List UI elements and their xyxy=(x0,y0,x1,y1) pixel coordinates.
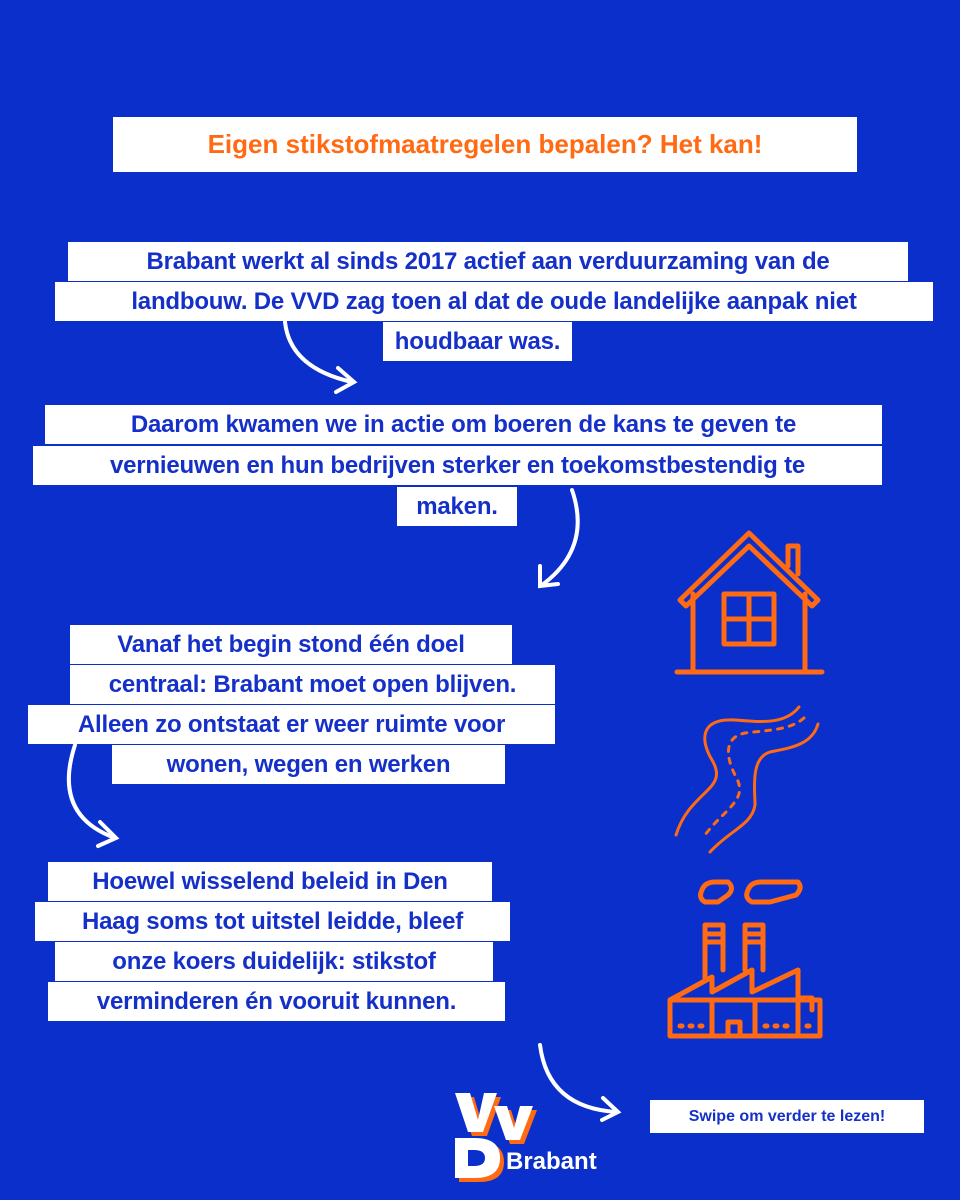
text-line: houdbaar was. xyxy=(383,322,572,361)
arrow-icon xyxy=(285,322,354,392)
arrow-icon xyxy=(540,1045,618,1120)
text-line: verminderen én vooruit kunnen. xyxy=(48,982,505,1021)
page-title: Eigen stikstofmaatregelen bepalen? Het kan! xyxy=(113,117,857,172)
arrow-icon xyxy=(69,745,116,846)
text-line: vernieuwen en hun bedrijven sterker en toekomstbestendig te xyxy=(33,446,882,485)
text-line: maken. xyxy=(397,487,517,526)
logo-region: Brabant xyxy=(506,1148,597,1175)
text-line: Haag soms tot uitstel leidde, bleef xyxy=(35,902,510,941)
swipe-hint[interactable]: Swipe om verder te lezen! xyxy=(650,1100,924,1133)
text-line: Brabant werkt al sinds 2017 actief aan verduurzaming van de xyxy=(68,242,908,281)
text-line: landbouw. De VVD zag toen al dat de oude landelijke aanpak niet xyxy=(55,282,933,321)
text-line: Alleen zo ontstaat er weer ruimte voor xyxy=(28,705,555,744)
text-line: centraal: Brabant moet open blijven. xyxy=(70,665,555,704)
factory-icon xyxy=(670,882,820,1036)
house-icon xyxy=(677,533,822,672)
text-line: Daarom kwamen we in actie om boeren de kans te geven te xyxy=(45,405,882,444)
text-line: onze koers duidelijk: stikstof xyxy=(55,942,493,981)
arrow-icon xyxy=(540,490,578,586)
text-line: Vanaf het begin stond één doel xyxy=(70,625,512,664)
text-line: wonen, wegen en werken xyxy=(112,745,505,784)
road-icon xyxy=(676,707,818,852)
text-line: Hoewel wisselend beleid in Den xyxy=(48,862,492,901)
